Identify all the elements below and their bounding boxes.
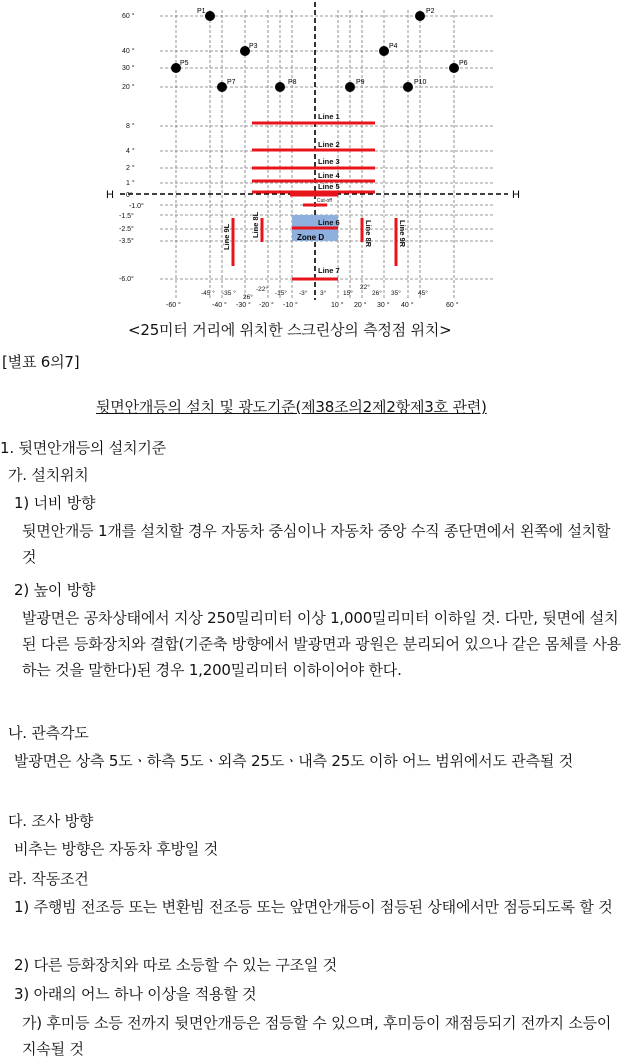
point-marker	[275, 82, 285, 92]
v-label: 8 °	[126, 123, 135, 130]
v-label: -6.0°	[119, 276, 134, 283]
point-label: P5	[180, 60, 189, 67]
item-heading: 1) 너비 방향	[14, 494, 96, 512]
v-label: -3.5°	[119, 238, 134, 245]
measurement-point-diagram	[0, 0, 627, 312]
section-heading: 1. 뒷면안개등의 설치기준	[0, 439, 166, 457]
point-marker	[449, 63, 459, 73]
small-angle: -3°	[299, 290, 308, 297]
small-angle: 26°	[372, 290, 382, 297]
h-label: 10 °	[331, 302, 344, 309]
point-marker	[205, 11, 215, 21]
v-label: 20 °	[122, 84, 135, 91]
small-angle: 35°	[391, 290, 401, 297]
h-label: 40 °	[401, 302, 414, 309]
subsection-heading: 라. 작동조건	[8, 870, 89, 888]
v-label: 30 °	[122, 65, 135, 72]
paragraph: 비추는 방향은 자동차 후방일 것	[14, 840, 219, 858]
small-angle: 22°	[360, 284, 370, 291]
point-marker	[345, 82, 355, 92]
annex-label: [별표 6의7]	[2, 353, 80, 371]
list-item: 3) 아래의 어느 하나 이상을 적용할 것	[14, 985, 257, 1003]
line-label: Line 5	[318, 182, 340, 191]
small-angle: -35 °	[222, 290, 236, 297]
small-angle: 3°	[320, 290, 327, 297]
point-marker	[403, 82, 413, 92]
h-label: -10 °	[283, 302, 298, 309]
vertical-line-label: Line 8L	[251, 211, 260, 238]
document-title: 뒷면안개등의 설치 및 광도기준(제38조의2제2항제3호 관련)	[96, 398, 487, 416]
small-angle: 15°	[343, 290, 353, 297]
vertical-line-label: Line 9L	[222, 223, 231, 250]
subsection-heading: 다. 조사 방향	[8, 812, 94, 830]
small-angle: 26°	[243, 294, 253, 301]
v-label: 60 °	[122, 13, 135, 20]
grid-lines	[160, 10, 493, 300]
point-label: P2	[426, 8, 435, 15]
paragraph: 발광면은 상측 5도ㆍ하측 5도ㆍ외측 25도ㆍ내측 25도 이하 어느 범위에서도 관측될 것	[14, 752, 574, 770]
small-angle: -15°	[275, 290, 287, 297]
subsection-heading: 나. 관측각도	[8, 724, 89, 742]
point-label: P8	[288, 79, 297, 86]
h-label: -30 °	[236, 302, 251, 309]
line-label: Line 1	[318, 112, 340, 121]
point-marker	[415, 11, 425, 21]
horizontal-angle-labels	[166, 301, 459, 309]
point-marker	[379, 46, 389, 56]
item-heading: 2) 높이 방향	[14, 581, 96, 599]
paragraph: 뒷면안개등 1개를 설치할 경우 자동차 중심이나 자동차 중앙 수직 종단면에서 왼쪽에 설치할 것	[22, 522, 611, 566]
small-angle: -22°	[256, 286, 268, 293]
h-marker-left: H	[106, 189, 114, 201]
diagram-caption: <25미터 거리에 위치한 스크린상의 측정점 위치>	[128, 321, 452, 339]
list-item: 2) 다른 등화장치와 따로 소등할 수 있는 구조일 것	[14, 956, 338, 974]
small-angle: 45°	[418, 290, 428, 297]
v-label: 2 °	[126, 165, 135, 172]
line-label: Line 4	[318, 171, 340, 180]
zone-d-label: Zone D	[297, 233, 325, 242]
point-marker	[217, 82, 227, 92]
line-label: Line 6	[318, 218, 340, 227]
point-label: P1	[197, 8, 206, 15]
line-label: Line 7	[318, 266, 340, 275]
v-label: 4 °	[126, 148, 135, 155]
h-label: -40 °	[212, 302, 227, 309]
point-label: P4	[389, 43, 398, 50]
h-label: -20 °	[259, 302, 274, 309]
subsection-heading: 가. 설치위치	[8, 466, 89, 484]
list-item: 가) 후미등 소등 전까지 뒷면안개등은 점등할 수 있으며, 후미등이 재점등되기 전까지 소등이 지속될 것	[22, 1014, 612, 1058]
point-label: P9	[356, 79, 365, 86]
list-item: 1) 주행빔 전조등 또는 변환빔 전조등 또는 앞면안개등이 점등된 상태에서만 점등되도록 할 것	[14, 898, 613, 916]
h-label: -60 °	[166, 302, 181, 309]
line-label: Line 2	[318, 140, 340, 149]
measurement-points	[171, 8, 468, 92]
v-label: 0°	[126, 192, 133, 199]
v-label: -1.5°	[119, 213, 134, 220]
h-label: 30 °	[377, 302, 390, 309]
vertical-angle-labels	[119, 12, 144, 283]
point-label: P10	[414, 79, 427, 86]
cutoff-label: Cut-off	[317, 198, 332, 204]
small-angle: -45 °	[201, 290, 215, 297]
h-marker-right: H	[512, 189, 520, 201]
h-label: 60 °	[446, 302, 459, 309]
point-label: P3	[249, 43, 258, 50]
v-label: -1.0°	[129, 203, 144, 210]
v-label: 1 °	[126, 180, 135, 187]
h-label: 20 °	[354, 302, 367, 309]
v-label: -2.5°	[119, 226, 134, 233]
vertical-line-label: Line 9R	[398, 220, 407, 248]
paragraph: 발광면은 공차상태에서 지상 250밀리미터 이상 1,000밀리미터 이하일 것. 다만, 뒷면에 설치된 다른 등화장치와 결합(기준축 방향에서 발광면과 광원은 분리되어 있으나 같은 몸체를 사용하는 것을 말한다)된 경우 1,200밀리미터 이하이어야 한다.	[22, 609, 621, 679]
point-label: P7	[227, 79, 236, 86]
line-label: Line 3	[318, 157, 340, 166]
vertical-line-label: Line 8R	[364, 220, 373, 248]
point-label: P6	[459, 60, 468, 67]
v-label: 40 °	[122, 48, 135, 55]
